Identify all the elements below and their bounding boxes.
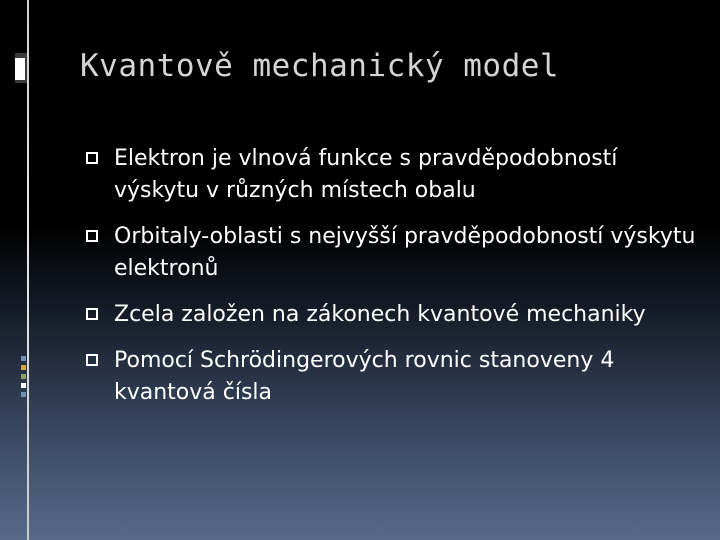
hollow-square-icon [86,152,98,164]
deco-square [21,392,26,397]
bullet-list [86,143,696,423]
bullet-item [86,143,696,207]
hollow-square-icon [86,354,98,366]
deco-square [21,365,26,370]
bullet-text: Zcela založen na zákonech kvantové mechaniky [114,302,646,327]
left-accent-line [27,0,29,540]
deco-square [21,383,26,388]
title-accent-block-inner [15,58,25,80]
deco-square [21,374,26,379]
bullet-item [86,299,696,331]
bullet-text: Pomocí Schrödingerových rovnic stanoveny 4 kvantová čísla [114,348,615,405]
hollow-square-icon [86,230,98,242]
bullet-text: Elektron je vlnová funkce s pravděpodobností výskytu v různých místech obalu [114,146,618,203]
bullet-text: Orbitaly-oblasti s nejvyšší pravděpodobností výskytu elektronů [114,224,696,281]
slide-title: Kvantově mechanický model [80,48,560,84]
deco-square [21,356,26,361]
bullet-item [86,221,696,285]
bullet-item [86,345,696,409]
hollow-square-icon [86,308,98,320]
decorative-squares [21,356,27,401]
